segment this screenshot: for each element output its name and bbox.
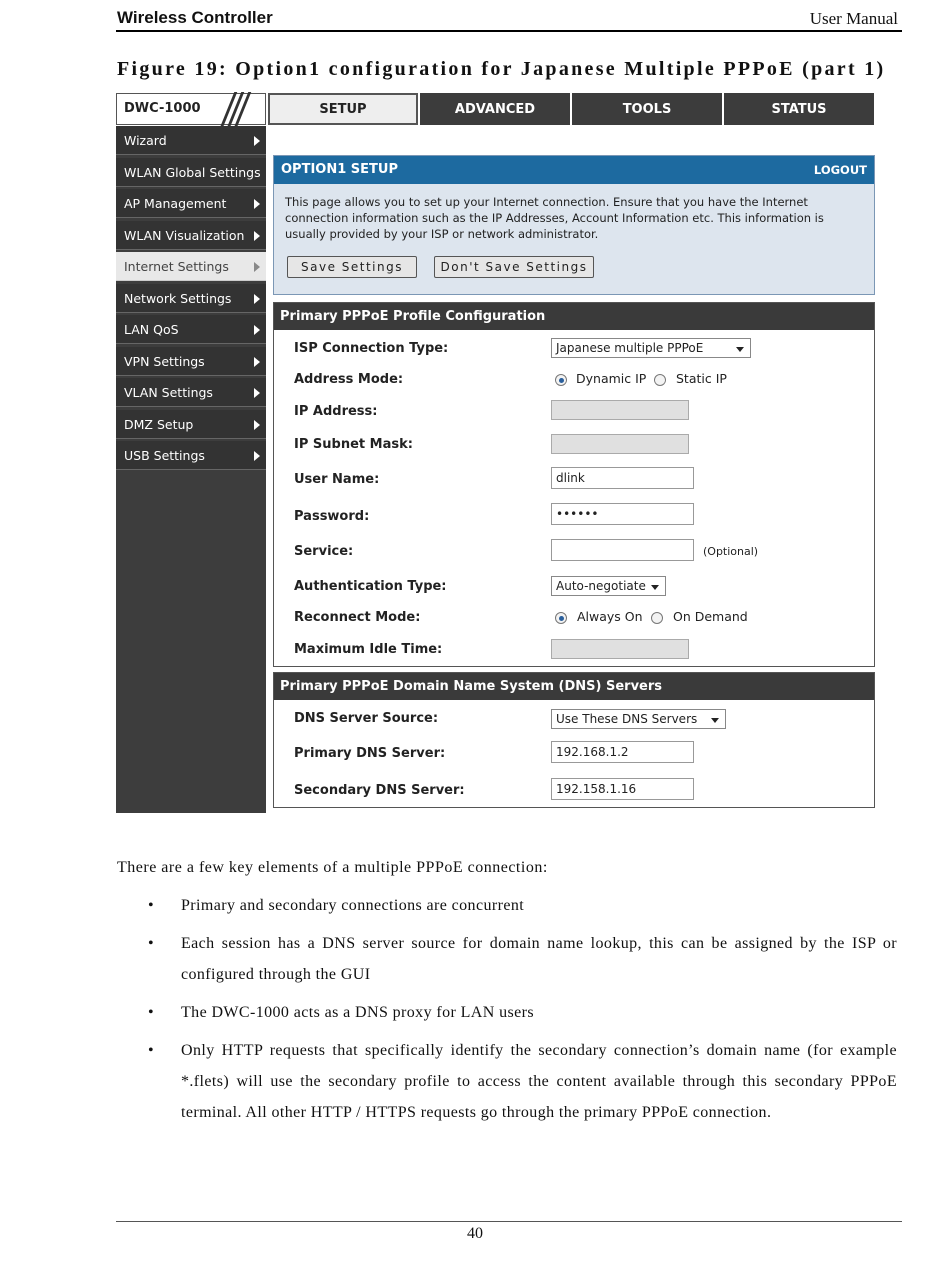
authentication-type-select[interactable]: [551, 576, 666, 596]
sidebar-item-vpn-settings[interactable]: [116, 347, 266, 376]
bullet-icon: •: [148, 1004, 155, 1021]
tab-tools[interactable]: TOOLS: [572, 93, 722, 125]
dynamic-ip-label: Dynamic IP: [576, 371, 647, 386]
sidebar-item-label: LAN QoS: [124, 322, 179, 337]
chevron-down-icon: [736, 347, 744, 352]
header-manual: User Manual: [809, 9, 898, 28]
sidebar-item-label: USB Settings: [124, 448, 205, 463]
user-name-label: User Name:: [294, 472, 380, 487]
header-title: Wireless Controller: [117, 8, 273, 27]
option-setup-title: OPTION1 SETUP: [281, 162, 398, 177]
ip-address-label: IP Address:: [294, 404, 378, 419]
sidebar-item-usb-settings[interactable]: [116, 441, 266, 470]
sidebar-item-dmz-setup[interactable]: [116, 410, 266, 439]
sidebar-item-label: VLAN Settings: [124, 385, 213, 400]
dns-servers-title: Primary PPPoE Domain Name System (DNS) Servers: [274, 673, 874, 700]
sidebar-item-label: Wizard: [124, 133, 167, 148]
logo: [116, 93, 266, 125]
primary-dns-server-input[interactable]: 192.168.1.2: [551, 741, 694, 763]
always-on-label: Always On: [577, 609, 643, 624]
option-setup-panel: [273, 155, 875, 295]
sidebar-item-label: VPN Settings: [124, 353, 205, 369]
isp-connection-type-select[interactable]: [551, 338, 751, 358]
save-settings-button[interactable]: Save Settings: [287, 256, 417, 278]
ip-address-input[interactable]: [551, 400, 689, 420]
arrow-right-icon: [254, 231, 260, 241]
sidebar: [116, 126, 266, 813]
ip-subnet-mask-input[interactable]: [551, 434, 689, 454]
option-setup-header: [274, 156, 874, 184]
sidebar-item-label: Network Settings: [124, 290, 232, 306]
dynamic-ip-radio[interactable]: [555, 374, 567, 386]
list-item: [117, 890, 897, 921]
option-setup-description: This page allows you to set up your Internet connection. Ensure that you have the Internet connection information such as the IP Addresses, Account Information etc. This information is usually provided by your ISP or network administrator.: [285, 195, 824, 241]
pppoe-profile-section: [273, 302, 875, 667]
authentication-type-label: Authentication Type:: [294, 579, 447, 594]
pppoe-profile-title: Primary PPPoE Profile Configuration: [274, 303, 874, 330]
footer-divider: [116, 1221, 902, 1222]
secondary-dns-server-input[interactable]: 192.158.1.16: [551, 778, 694, 800]
arrow-right-icon: [254, 451, 260, 461]
arrow-right-icon: [254, 420, 260, 430]
dns-server-source-label: DNS Server Source:: [294, 711, 439, 726]
tab-setup[interactable]: SETUP: [268, 93, 418, 125]
sidebar-item-vlan-settings[interactable]: [116, 378, 266, 407]
arrow-right-icon: [254, 294, 260, 304]
on-demand-radio[interactable]: [651, 612, 663, 624]
sidebar-item-internet-settings[interactable]: [116, 252, 266, 281]
authentication-type-value: Auto-negotiate: [556, 579, 646, 593]
address-mode-label: Address Mode:: [294, 372, 404, 387]
list-item-text: Only HTTP requests that specifically identify the secondary connection’s domain name (for example *.flets) will use the secondary profile to access the content available through this secondary PPPoE terminal. All other HTTP / HTTPS requests go through the primary PPPoE connection.: [181, 1042, 897, 1121]
list-item-text: The DWC-1000 acts as a DNS proxy for LAN users: [181, 1004, 534, 1021]
bullet-icon: •: [148, 1042, 155, 1059]
top-nav: [268, 93, 876, 125]
page-number: 40: [467, 1225, 483, 1242]
password-input[interactable]: ••••••: [551, 503, 694, 525]
list-item: [117, 928, 897, 990]
service-label: Service:: [294, 544, 354, 559]
sidebar-item-wlan-visualization[interactable]: [116, 221, 266, 250]
list-item-text: Primary and secondary connections are concurrent: [181, 897, 525, 914]
maximum-idle-time-label: Maximum Idle Time:: [294, 642, 443, 657]
tab-advanced[interactable]: ADVANCED: [420, 93, 570, 125]
sidebar-item-label: WLAN Visualization: [124, 227, 245, 243]
service-input[interactable]: [551, 539, 694, 561]
isp-connection-type-label: ISP Connection Type:: [294, 341, 449, 356]
intro-paragraph: There are a few key elements of a multiple PPPoE connection:: [117, 859, 548, 876]
logout-link[interactable]: LOGOUT: [813, 163, 867, 177]
sidebar-item-ap-management[interactable]: [116, 189, 266, 218]
password-label: Password:: [294, 509, 370, 524]
sidebar-item-wizard[interactable]: [116, 126, 266, 155]
always-on-radio[interactable]: [555, 612, 567, 624]
isp-connection-type-value: Japanese multiple PPPoE: [556, 341, 704, 355]
dns-servers-section: [273, 672, 875, 808]
sidebar-item-label: AP Management: [124, 196, 227, 211]
on-demand-label: On Demand: [673, 609, 748, 624]
dont-save-settings-button[interactable]: Don't Save Settings: [434, 256, 594, 278]
sidebar-item-wlan-global[interactable]: [116, 158, 266, 187]
reconnect-mode-label: Reconnect Mode:: [294, 610, 421, 625]
sidebar-item-label: WLAN Global Settings: [124, 164, 261, 180]
sidebar-item-network-settings[interactable]: [116, 284, 266, 313]
arrow-right-icon: [254, 262, 260, 272]
maximum-idle-time-input[interactable]: [551, 639, 689, 659]
optional-note: (Optional): [703, 545, 759, 558]
figure-caption: Figure 19: Option1 configuration for Japanese Multiple PPPoE (part 1): [117, 58, 886, 80]
user-name-input[interactable]: dlink: [551, 467, 694, 489]
list-item: [117, 997, 897, 1028]
logo-text: DWC-1000: [124, 101, 201, 116]
primary-dns-server-label: Primary DNS Server:: [294, 746, 446, 761]
dns-server-source-select[interactable]: [551, 709, 726, 729]
list-item-text: Each session has a DNS server source for domain name lookup, this can be assigned by the ISP or configured through the GUI: [181, 935, 897, 983]
static-ip-label: Static IP: [676, 371, 727, 386]
page-header: [116, 6, 902, 32]
chevron-down-icon: [711, 718, 719, 723]
list-item: [117, 1035, 897, 1128]
sidebar-item-label: DMZ Setup: [124, 416, 194, 432]
arrow-right-icon: [254, 199, 260, 209]
sidebar-item-lan-qos[interactable]: [116, 315, 266, 344]
arrow-right-icon: [254, 388, 260, 398]
static-ip-radio[interactable]: [654, 374, 666, 386]
ui-screenshot: [116, 93, 876, 813]
tab-status[interactable]: STATUS: [724, 93, 874, 125]
bullet-icon: •: [148, 897, 155, 914]
arrow-right-icon: [254, 357, 260, 367]
arrow-right-icon: [254, 136, 260, 146]
dns-server-source-value: Use These DNS Servers: [556, 712, 698, 726]
ip-subnet-mask-label: IP Subnet Mask:: [294, 437, 413, 452]
bullet-icon: •: [148, 935, 155, 952]
chevron-down-icon: [651, 585, 659, 590]
sidebar-item-label: Internet Settings: [124, 259, 229, 274]
arrow-right-icon: [254, 325, 260, 335]
bullet-list: [117, 890, 897, 1135]
secondary-dns-server-label: Secondary DNS Server:: [294, 783, 465, 798]
